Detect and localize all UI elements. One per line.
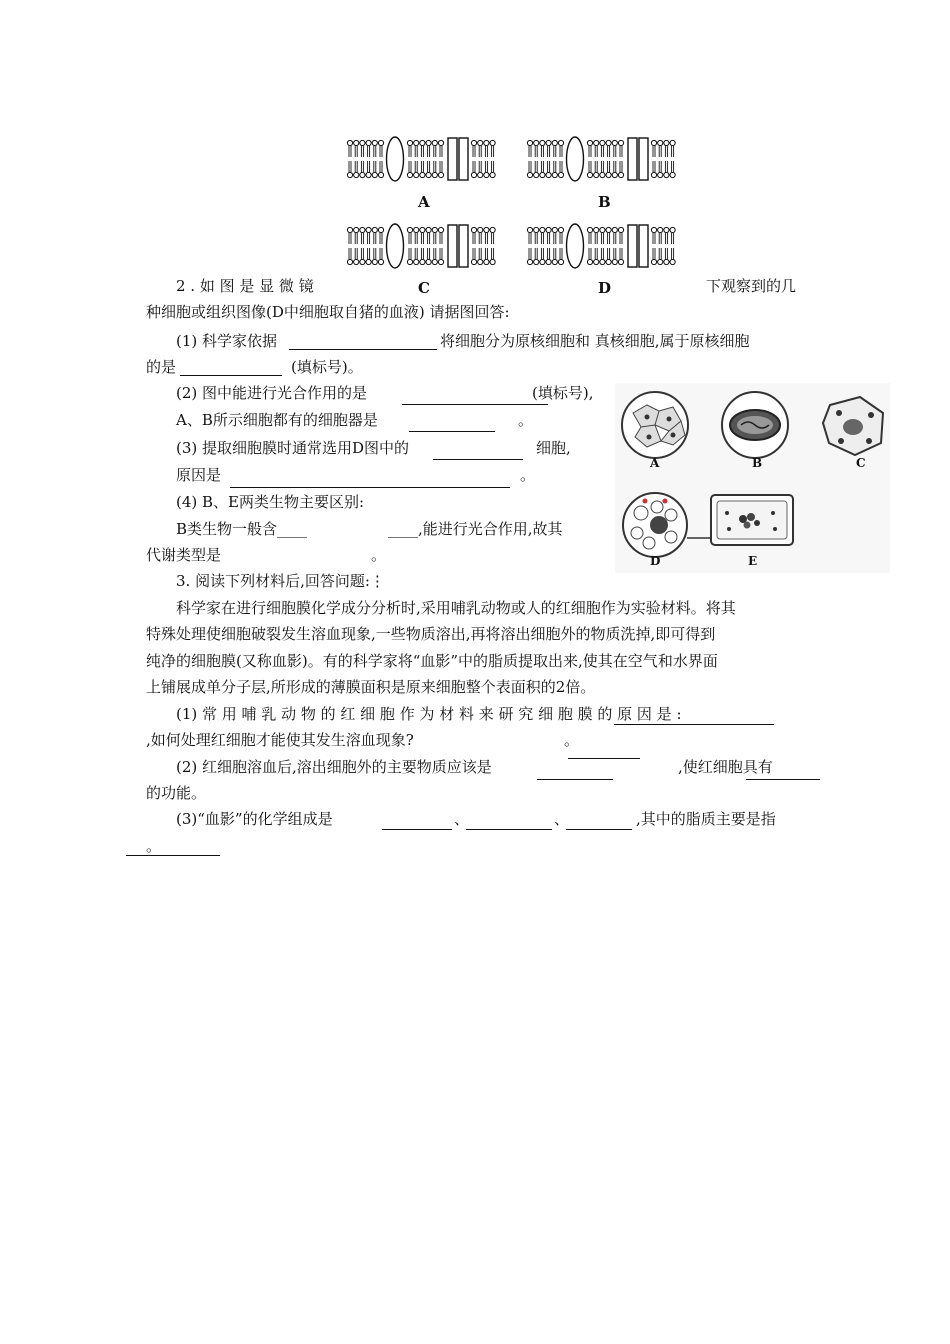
q2-p1-c: 的是	[146, 358, 177, 376]
q2-blank-2[interactable]	[180, 375, 282, 376]
q2-p4-a: (4) B、E两类生物主要区别:	[176, 493, 365, 511]
q2-p4-c: ____,能进行光合作用,故其	[388, 520, 563, 538]
q2-p2-b: (填标号),	[532, 384, 594, 402]
q3-blank-4[interactable]	[746, 779, 820, 780]
q2-line1-right: 下观察到的几	[706, 277, 797, 295]
q3-s3-b: 、	[454, 810, 470, 828]
q3-blank-5[interactable]	[382, 829, 452, 830]
q3-s3-c: 、	[554, 810, 570, 828]
q3-para-3: 纯净的细胞膜(又称血影)。有的科学家将“血影”中的脂质提取出来,使其在空气和水界面	[146, 652, 718, 670]
q2-line1-left: 2 . 如 图 是 显 微 镜	[176, 277, 314, 295]
q3-blank-2[interactable]	[568, 758, 640, 759]
membrane-label-c: C	[418, 279, 430, 297]
membrane-figure	[340, 135, 700, 300]
q3-blank-3[interactable]	[537, 779, 613, 780]
q2-p4-d: 代谢类型是	[146, 546, 222, 564]
q3-blank-6[interactable]	[466, 829, 552, 830]
cell-b-image	[722, 392, 788, 458]
q2-p1-a: (1) 科学家依据	[176, 332, 278, 350]
q3-blank-1[interactable]	[614, 724, 774, 725]
q2-p3-b: 细胞,	[536, 439, 571, 457]
q2-p1-b: 将细胞分为原核细胞和 真核细胞,属于原核细胞	[440, 332, 750, 350]
q3-para-2: 特殊处理使细胞破裂发生溶血现象,一些物质溶出,再将溶出细胞外的物质洗掉,即可得到	[146, 625, 716, 643]
q3-s3-d: ,其中的脂质主要是指	[636, 810, 776, 828]
membrane-label-d: D	[598, 279, 612, 297]
q2-blank-4[interactable]	[409, 431, 495, 432]
q2-line2: 种细胞或组织图像(D中细胞取自猪的血液) 请据图回答:	[146, 303, 510, 321]
q3-s1-b: ,如何处理红细胞才能使其发生溶血现象?	[146, 731, 414, 749]
q2-blank-1[interactable]	[289, 349, 437, 350]
q2-blank-5[interactable]	[433, 459, 523, 460]
q3-title: 3. 阅读下列材料后,回答问题:⋮	[176, 572, 385, 590]
cell-label-d: D	[650, 554, 661, 568]
q2-p4-b: B类生物一般含____	[176, 520, 308, 538]
cell-label-e: E	[748, 554, 758, 568]
q2-p3-c: 原因是	[176, 466, 222, 484]
q2-p1-d: (填标号)。	[291, 358, 363, 376]
q3-s3-e: 。	[146, 837, 162, 855]
cell-figure	[615, 383, 890, 573]
membrane-label-b: B	[598, 193, 611, 211]
q3-para-4: 上铺展成单分子层,所形成的薄膜面积是原来细胞整个表面积的2倍。	[146, 678, 596, 696]
cell-label-c: C	[856, 456, 866, 470]
membrane-label-a: A	[418, 193, 430, 211]
q2-p3-a: (3) 提取细胞膜时通常选用D图中的	[176, 439, 410, 457]
q2-p4-e: 。	[371, 546, 387, 564]
cell-label-a: A	[650, 456, 660, 470]
q3-s1-a: (1) 常 用 哺 乳 动 物 的 红 细 胞 作 为 材 料 来 研 究 细 胞 膜 的 原 因 是 :	[176, 705, 682, 723]
q2-p2-c: A、B所示细胞都有的细胞器是	[176, 411, 378, 429]
q2-blank-3[interactable]	[402, 404, 548, 405]
q2-p2-a: (2) 图中能进行光合作用的是	[176, 384, 368, 402]
q3-s3-a: (3)“血影”的化学组成是	[176, 810, 333, 828]
q3-s2-a: (2) 红细胞溶血后,溶出细胞外的主要物质应该是	[176, 758, 492, 776]
cell-label-b: B	[752, 456, 763, 470]
q2-p2-d: 。	[518, 411, 534, 429]
q3-blank-7[interactable]	[566, 829, 632, 830]
q3-para-1: 科学家在进行细胞膜化学成分分析时,采用哺乳动物或人的红细胞作为实验材料。将其	[176, 599, 736, 617]
q3-s2-b: ,使红细胞具有	[678, 758, 773, 776]
q3-s2-c: 的功能。	[146, 784, 207, 802]
cell-a-image	[622, 392, 688, 458]
q2-blank-6[interactable]	[230, 487, 510, 488]
q3-s1-c: 。	[564, 731, 580, 749]
q2-p3-d: 。	[520, 466, 536, 484]
q3-blank-8[interactable]	[126, 855, 220, 856]
cell-d-image	[623, 493, 687, 557]
